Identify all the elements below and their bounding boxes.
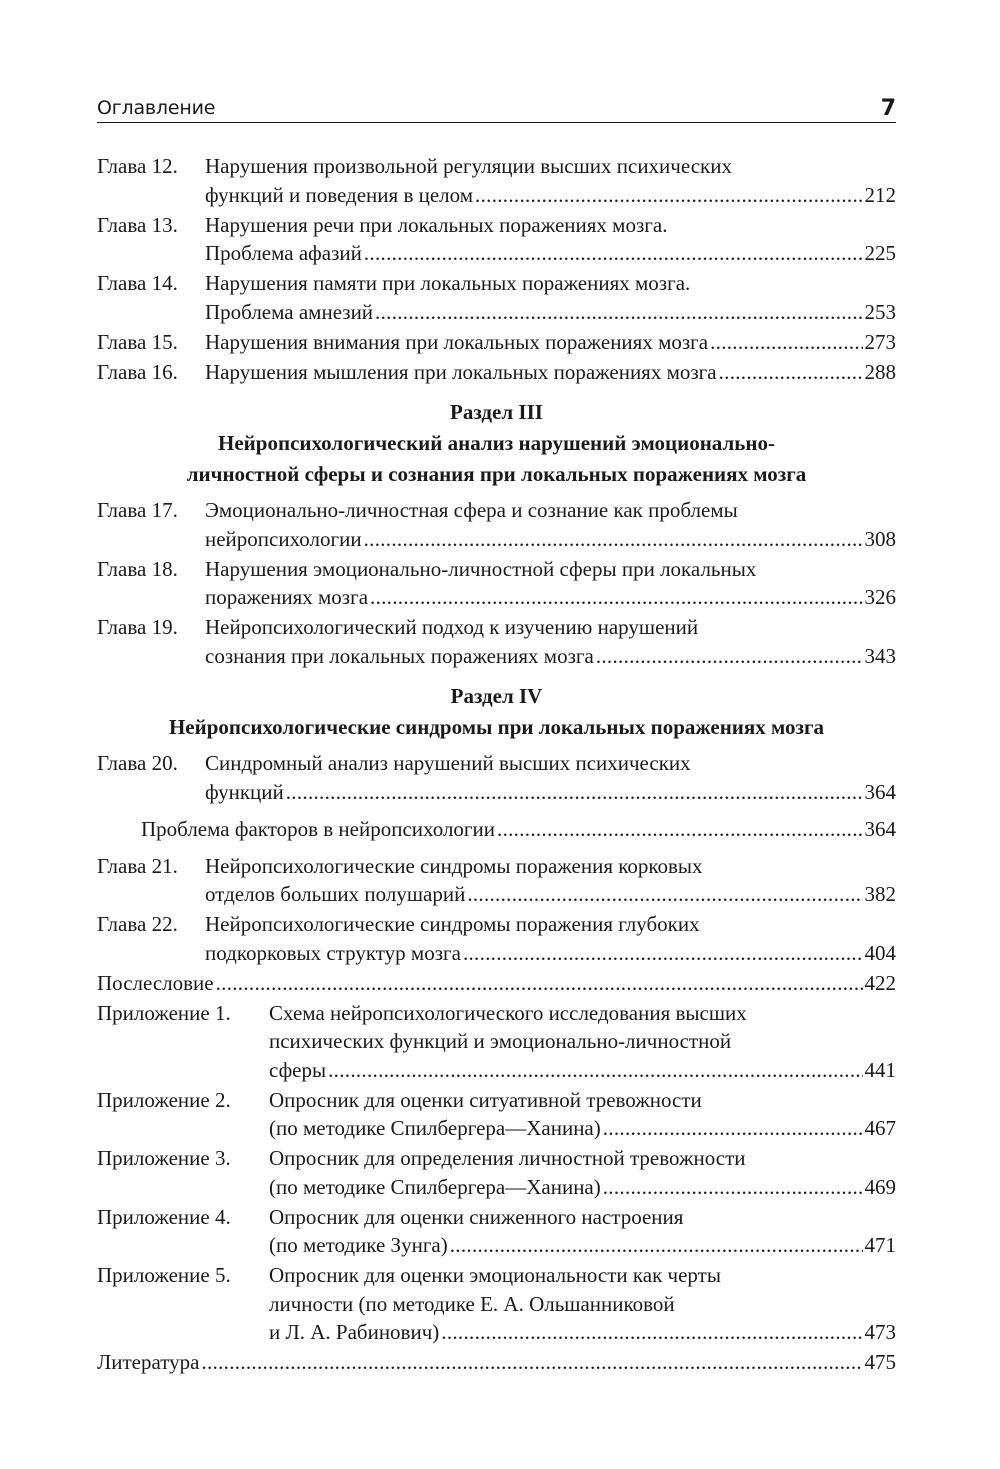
toc-entry-chapter-14[interactable]	[97, 269, 896, 326]
toc-entry-subsection[interactable]	[97, 815, 896, 844]
toc-page-number: 471	[864, 1233, 896, 1257]
toc-entry-label: Глава 12.	[97, 154, 178, 178]
toc-entry-label: Глава 22.	[97, 912, 178, 936]
dot-leader	[286, 778, 863, 807]
dot-leader	[603, 1173, 863, 1202]
dot-leader	[216, 969, 863, 998]
dot-leader	[201, 1348, 862, 1377]
toc-page-number: 473	[864, 1320, 896, 1344]
toc-entry-chapter-20[interactable]	[97, 749, 896, 806]
toc-entry-appendix-4[interactable]	[97, 1203, 896, 1260]
dot-leader	[364, 525, 863, 554]
toc-page-number: 364	[864, 779, 896, 804]
section-heading-3	[97, 397, 896, 490]
toc-entry-label: Глава 15.	[97, 329, 178, 354]
toc-entry-title-last: (по методике Спилбергера—Ханина)	[269, 1174, 601, 1199]
section-title-line: Нейропсихологический анализ нарушений эмоционально-	[218, 431, 775, 455]
toc-entry-title-line: Нарушения памяти при локальных поражениях мозга.	[205, 271, 691, 295]
toc-entry-chapter-18[interactable]	[97, 555, 896, 612]
toc-entry-chapter-22[interactable]	[97, 910, 896, 967]
toc-entry-chapter-15[interactable]	[97, 328, 896, 357]
toc-entry-title-last: Нарушения внимания при локальных поражениях мозга	[205, 329, 709, 354]
toc-entry-title-line: Синдромный анализ нарушений высших психических	[205, 751, 691, 775]
toc-entry-title-last: поражениях мозга	[205, 585, 369, 609]
toc-entry-title-last: функций	[205, 779, 284, 804]
toc-entry-chapter-13[interactable]	[97, 211, 896, 268]
table-of-contents	[97, 152, 896, 1378]
toc-entry-title-line: Нейропсихологические синдромы поражения корковых	[205, 853, 703, 878]
section-heading-4	[97, 681, 896, 743]
toc-entry-title-line: Схема нейропсихологического исследования высших	[269, 1000, 747, 1025]
toc-page-number: 288	[864, 359, 896, 384]
toc-entry-label: Приложение 3.	[97, 1146, 231, 1170]
toc-page-number: 467	[864, 1116, 896, 1140]
toc-entry-label: Приложение 5.	[97, 1263, 231, 1287]
toc-entry-chapter-17[interactable]	[97, 496, 896, 553]
toc-page-number: 469	[864, 1174, 896, 1199]
toc-entry-chapter-19[interactable]	[97, 613, 896, 670]
toc-entry-title-line: Нарушения речи при локальных поражениях мозга.	[205, 212, 668, 237]
toc-page-number: 253	[864, 299, 896, 324]
running-head-title: Оглавление	[97, 97, 216, 119]
dot-leader	[370, 583, 862, 612]
toc-entry-title-last: Проблема амнезий	[205, 299, 374, 324]
toc-page-number: 404	[864, 940, 896, 965]
toc-entry-title-last: Проблема афазий	[205, 241, 362, 265]
dot-leader	[328, 1056, 862, 1085]
toc-entry-title-line: Нейропсихологический подход к изучению нарушений	[205, 615, 699, 639]
dot-leader	[603, 1114, 863, 1143]
toc-page-number: 475	[864, 1350, 896, 1374]
toc-page-number: 225	[864, 241, 896, 265]
toc-entry-label: Приложение 4.	[97, 1204, 231, 1229]
toc-entry-title-line: Нарушения эмоционально-личностной сферы при локальных	[205, 556, 757, 581]
dot-leader	[364, 239, 863, 268]
dot-leader	[719, 358, 863, 387]
toc-entry-label: Глава 16.	[97, 359, 178, 384]
toc-entry-label: Глава 21.	[97, 853, 178, 878]
section-number: Раздел IV	[450, 684, 543, 708]
toc-entry-label: Глава 14.	[97, 271, 178, 295]
dot-leader	[375, 298, 862, 327]
toc-page-number: 343	[864, 643, 896, 668]
page-number: 7	[880, 96, 896, 121]
toc-group-part3	[97, 496, 896, 670]
toc-group-part4	[97, 749, 896, 1377]
toc-entry-title-line: Опросник для оценки эмоциональности как черты	[269, 1263, 721, 1287]
toc-page-number: 441	[864, 1057, 896, 1082]
toc-page-number: 273	[864, 329, 896, 354]
toc-entry-label: Глава 19.	[97, 615, 178, 639]
dot-leader	[450, 1231, 863, 1260]
toc-entry-label: Глава 13.	[97, 212, 178, 237]
toc-entry-title-line: личности (по методике Е. А. Ольшанниковой	[269, 1291, 675, 1316]
toc-entry-title-line: Нейропсихологические синдромы поражения глубоких	[205, 912, 700, 936]
toc-entry-title-last: Проблема факторов в нейропсихологии	[141, 816, 496, 841]
toc-entry-chapter-21[interactable]	[97, 852, 896, 909]
toc-page-number: 308	[864, 526, 896, 551]
toc-entry-title-line: психических функций и эмоционально-личностной	[269, 1029, 732, 1053]
running-head	[97, 88, 896, 123]
toc-entry-chapter-16[interactable]	[97, 358, 896, 387]
dot-leader	[467, 880, 862, 909]
toc-entry-appendix-3[interactable]	[97, 1144, 896, 1201]
toc-entry-appendix-5[interactable]	[97, 1261, 896, 1347]
toc-entry-title-line: Опросник для оценки ситуативной тревожности	[269, 1087, 702, 1112]
toc-entry-appendix-2[interactable]	[97, 1086, 896, 1143]
toc-entry-appendix-1[interactable]	[97, 999, 896, 1085]
toc-entry-afterword[interactable]	[97, 969, 896, 998]
toc-entry-title-last: (по методике Спилбергера—Ханина)	[269, 1116, 601, 1140]
toc-entry-title-last: и Л. А. Рабинович)	[269, 1320, 440, 1344]
toc-entry-title-last: сознания при локальных поражениях мозга	[205, 643, 594, 668]
dot-leader	[463, 939, 863, 968]
toc-entry-title-line: Эмоционально-личностная сфера и сознание как проблемы	[205, 498, 738, 522]
section-title-line: Нейропсихологические синдромы при локальных поражениях мозга	[168, 715, 825, 739]
toc-entry-title-last: сферы	[269, 1057, 327, 1082]
toc-entry-literature[interactable]	[97, 1348, 896, 1377]
toc-entry-label: Глава 20.	[97, 751, 178, 775]
toc-entry-title-last: Послесловие	[97, 970, 214, 995]
toc-entry-title-line: Опросник для оценки сниженного настроения	[269, 1204, 684, 1229]
toc-group-part2	[97, 152, 896, 386]
toc-entry-title-last: Литература	[97, 1350, 200, 1374]
toc-entry-title-last: функций и поведения в целом	[205, 182, 474, 207]
toc-entry-title-last: отделов больших полушарий	[205, 882, 466, 906]
toc-entry-title-last: подкорковых структур мозга	[205, 940, 461, 965]
dot-leader	[475, 181, 862, 210]
section-number: Раздел III	[450, 400, 543, 424]
dot-leader	[596, 642, 863, 671]
toc-page-number: 326	[864, 585, 896, 609]
dot-leader	[441, 1318, 862, 1347]
toc-entry-label: Приложение 1.	[97, 1000, 231, 1025]
toc-page-number: 364	[864, 816, 896, 841]
toc-entry-label: Глава 18.	[97, 556, 178, 581]
toc-entry-title-last: нейропсихологии	[205, 526, 362, 551]
toc-entry-label: Глава 17.	[97, 498, 178, 522]
dot-leader	[710, 328, 862, 357]
toc-entry-title-line: Опросник для определения личностной тревожности	[269, 1146, 746, 1170]
toc-page-number: 382	[864, 882, 896, 906]
toc-entry-chapter-12[interactable]	[97, 152, 896, 209]
dot-leader	[497, 815, 862, 844]
section-title-line: личностной сферы и сознания при локальных поражениях мозга	[186, 462, 807, 486]
toc-entry-title-last: (по методике Зунга)	[269, 1233, 448, 1257]
toc-page-number: 422	[864, 970, 896, 995]
toc-entry-title-last: Нарушения мышления при локальных поражениях мозга	[205, 359, 717, 384]
toc-page-number: 212	[864, 182, 896, 207]
toc-entry-label: Приложение 2.	[97, 1087, 231, 1112]
toc-entry-title-line: Нарушения произвольной регуляции высших психических	[205, 154, 732, 178]
